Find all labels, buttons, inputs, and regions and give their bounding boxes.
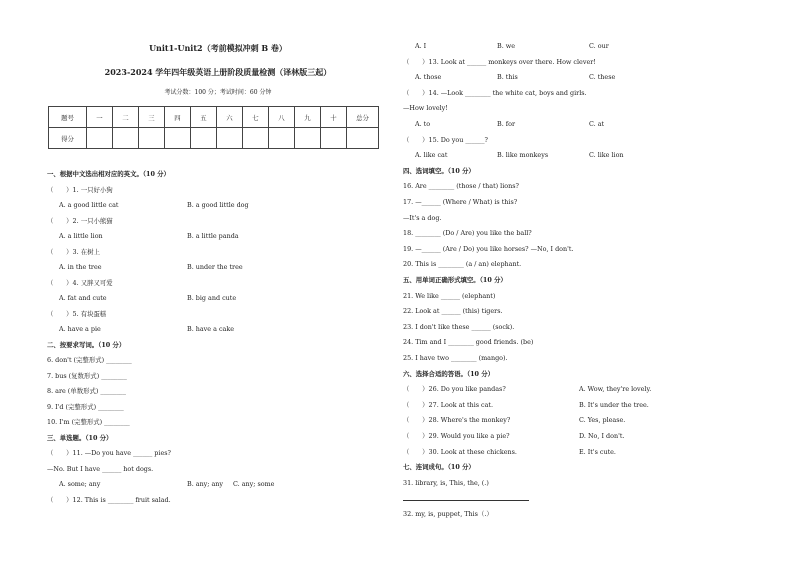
question-line: 6. don't (完整形式) ________ [47,356,132,364]
option: B. big and cute [187,294,237,302]
question-line: （ ）5. 有块蛋糕 [47,309,107,318]
score-table-score-row [49,128,379,149]
score-input-cell[interactable] [269,128,295,149]
question-line: （ ）28. Where's the monkey? [403,416,511,425]
question-line: （ ）4. 又胖又可爱 [47,278,113,287]
option: B. It's under the tree. [579,400,649,409]
question-line: 8. are (单数形式) ________ [47,387,126,395]
table-cell: 二 [113,107,139,128]
section-heading: 二、按要求写词。（10 分） [47,340,126,349]
question-line: —No. But I have ______ hot dogs. [47,464,154,473]
question-line: A. a good little cat [59,201,119,209]
option: C. Yes, please. [579,416,626,425]
question-line: （ ）26. Do you like pandas? [403,385,506,394]
score-input-cell[interactable] [295,128,321,149]
question-line: 10. I'm (完整形式) ________ [47,418,130,426]
question-line: 32. my, is, puppet, This（.） [403,510,493,518]
section-heading: 四、选词填空。（10 分） [403,166,475,175]
section-heading: 一、根据中文选出相对应的英文。（10 分） [47,170,170,178]
option: E. It's cute. [579,447,616,456]
option: B. any; any [187,480,224,488]
option: B. this [497,73,518,82]
table-cell: 十 [321,107,347,128]
question-line: （ ）29. Would you like a pie? [403,432,510,440]
option: B. under the tree [187,263,243,271]
option: C. at [589,120,605,128]
section-heading: 三、单选题。（10 分） [47,433,113,442]
question-line: A. fat and cute [59,294,107,302]
question-line: A. those [415,73,442,82]
question-line: （ ）1. 一只好小狗 [47,185,113,194]
score-input-cell[interactable] [321,128,347,149]
option: B. have a cake [187,325,234,333]
question-line: 7. bus (复数形式) ________ [47,371,127,380]
table-cell: 得分 [49,128,87,149]
score-input-cell[interactable] [243,128,269,149]
question-line: A. like cat [415,151,448,160]
question-line: 25. I have two ________ (mango). [403,354,508,362]
question-line: （ ）14. —Look ________ the white cat, boys and girls. [403,88,587,97]
question-line: 22. Look at ______ (this) tigers. [403,307,503,316]
option: A. Wow, they're lovely. [579,385,652,394]
question-line: 18. ________ (Do / Are) you like the ball? [403,229,532,238]
exam-title: Unit1-Unit2（考前模拟冲刺 B 卷） [149,43,287,53]
table-cell: 一 [87,107,113,128]
question-line: A. have a pie [59,325,101,333]
exam-meta: 考试分数：100 分；考试时间：60 分钟 [164,89,272,96]
question-line: 16. Are ________ (those / that) lions? [403,182,519,191]
option: B. a good little dog [187,201,249,209]
score-input-cell[interactable] [113,128,139,149]
exam-subtitle: 2023-2024 学年四年级英语上册阶段质量检测（译林版三起） [104,67,332,77]
score-table-header-row [49,107,379,128]
question-line: （ ）3. 在树上 [47,247,100,256]
score-input-cell[interactable] [347,128,379,149]
table-cell: 五 [191,107,217,128]
score-table [48,106,379,149]
question-line: 9. I'd (完整形式) ________ [47,402,124,411]
option: C. our [589,42,609,50]
question-line: A. I [415,42,427,50]
question-line: （ ）12. This is ________ fruit salad. [47,495,171,504]
score-input-cell[interactable] [217,128,243,149]
score-input-cell[interactable] [191,128,217,149]
question-line: （ ）30. Look at these chickens. [403,447,517,456]
question-line: （ ）2. 一只小熊猫 [47,216,113,225]
table-cell: 题号 [49,107,87,128]
question-line: （ ）11. —Do you have ______ pies? [47,449,171,457]
option: B. a little panda [187,232,239,240]
question-line: A. in the tree [59,263,102,271]
option: C. like lion [589,151,624,160]
question-line: （ ）13. Look at ______ monkeys over there. How clever! [403,57,596,66]
question-line: —It's a dog. [403,213,442,222]
option: B. like monkeys [497,151,549,160]
question-line: 21. We like ______ (elephant) [403,291,496,300]
table-cell: 六 [217,107,243,128]
option: B. we [497,42,516,50]
question-line: 20. This is ________ (a / an) elephant. [403,260,522,269]
question-line: A. a little lion [59,232,103,240]
question-line: A. to [415,120,431,128]
table-cell: 七 [243,107,269,128]
question-line: 23. I don't like these ______ (sock). [403,322,515,331]
table-cell: 三 [139,107,165,128]
question-line: （ ）27. Look at this cat. [403,400,494,409]
table-cell: 九 [295,107,321,128]
score-input-cell[interactable] [165,128,191,149]
table-cell: 八 [269,107,295,128]
question-line: 31. library, is, This, the, (.) [403,478,489,487]
answer-line[interactable] [403,500,529,501]
question-line: —How lovely! [403,104,448,113]
score-input-cell[interactable] [139,128,165,149]
score-input-cell[interactable] [87,128,113,149]
option: B. for [497,120,516,128]
option: C. any; some [233,480,275,488]
question-line: 17. —______ (Where / What) is this? [403,198,518,206]
question-line: A. some; any [59,480,101,488]
section-heading: 五、用单词正确形式填空。（10 分） [403,276,507,284]
question-line: （ ）15. Do you ______? [403,135,488,144]
section-heading: 六、选择合适的答语。（10 分） [403,369,494,378]
section-heading: 七、连词成句。（10 分） [403,463,475,472]
table-cell: 四 [165,107,191,128]
option: C. these [589,73,616,82]
table-cell: 总分 [347,107,379,128]
question-line: 24. Tim and I ________ good friends. (be) [403,338,534,347]
option: D. No, I don't. [579,432,625,440]
question-line: 19. —______ (Are / Do) you like horses? —No, I don't. [403,244,574,253]
